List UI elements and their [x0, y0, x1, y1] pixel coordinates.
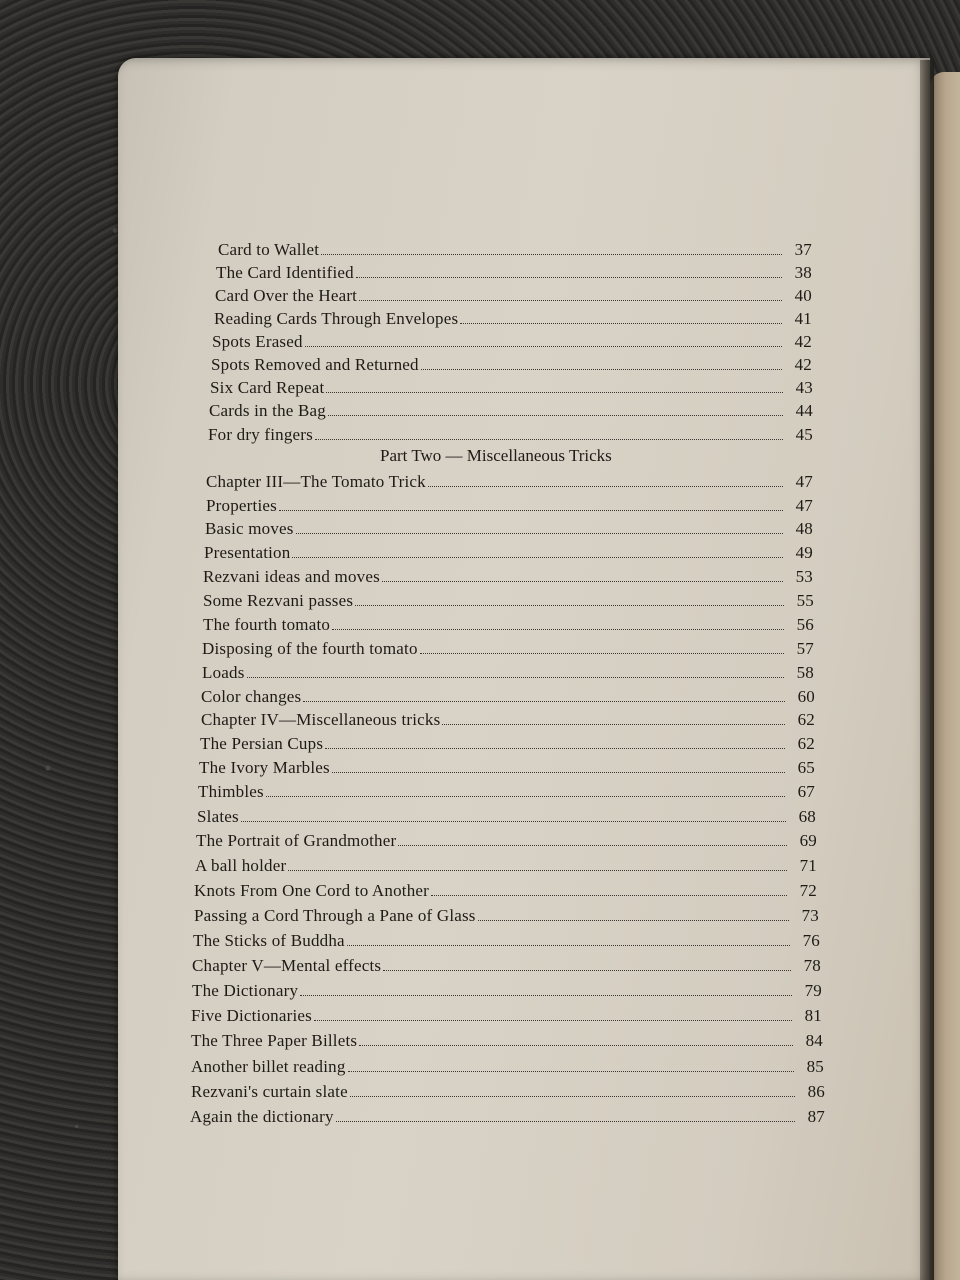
dot-leader: [383, 970, 791, 971]
toc-entry-page-number: 68: [798, 807, 816, 826]
toc-entry-title: Loads: [202, 663, 245, 682]
toc-entry: [194, 902, 819, 926]
toc-entry: [210, 374, 813, 398]
toc-entry-title: Five Dictionaries: [191, 1006, 312, 1025]
dot-leader: [359, 300, 782, 301]
toc-entry: [192, 952, 821, 976]
toc-entry-page-number: 87: [807, 1107, 825, 1126]
dot-leader: [279, 510, 783, 511]
toc-entry: [194, 877, 817, 901]
dot-leader: [314, 1020, 792, 1021]
toc-entry-title: Six Card Repeat: [210, 378, 325, 397]
toc-entry-page-number: 78: [803, 956, 821, 975]
dot-leader: [428, 486, 783, 487]
dot-leader: [431, 895, 787, 896]
toc-entry-page-number: 76: [802, 931, 820, 950]
dot-leader: [266, 796, 785, 797]
dot-leader: [420, 653, 784, 654]
dot-leader: [359, 1045, 793, 1046]
toc-entry-title: Knots From One Cord to Another: [194, 881, 430, 900]
dot-leader: [300, 995, 792, 996]
toc-entry-title: The Dictionary: [192, 981, 299, 1000]
dot-leader: [442, 724, 785, 725]
toc-entry-title: Thimbles: [198, 782, 264, 801]
toc-entry: [191, 1002, 822, 1026]
dot-leader: [421, 369, 782, 370]
dot-leader: [332, 772, 785, 773]
dot-leader: [478, 920, 789, 921]
toc-entry-page-number: 41: [794, 309, 812, 328]
dot-leader: [348, 1071, 794, 1072]
toc-entry: [197, 803, 816, 827]
toc-entry: [204, 539, 813, 563]
toc-entry: [201, 706, 815, 730]
toc-entry-page-number: 40: [794, 286, 812, 305]
dot-leader: [398, 845, 787, 846]
toc-entry: [198, 778, 815, 802]
dot-leader: [247, 677, 784, 678]
toc-entry-title: Chapter IV—Miscellaneous tricks: [201, 710, 441, 729]
toc-entry-page-number: 45: [795, 425, 813, 444]
toc-entry-page-number: 72: [799, 881, 817, 900]
dot-leader: [336, 1121, 795, 1122]
toc-entry: [202, 659, 814, 683]
toc-entry: [209, 397, 813, 421]
toc-entry: [201, 683, 815, 707]
toc-entry-page-number: 56: [796, 615, 814, 634]
toc-entry-page-number: 84: [805, 1031, 823, 1050]
toc-entry-title: Basic moves: [205, 519, 294, 538]
toc-entry-page-number: 42: [794, 355, 812, 374]
toc-entry-page-number: 47: [795, 472, 813, 491]
toc-entry-title: Again the dictionary: [190, 1107, 334, 1126]
toc-entry: [191, 1078, 825, 1102]
toc-entry: [200, 730, 815, 754]
toc-entry-title: Another billet reading: [191, 1057, 346, 1076]
toc-entry-page-number: 69: [799, 831, 817, 850]
toc-entry-title: Chapter III—The Tomato Trick: [206, 472, 426, 491]
dot-leader: [241, 821, 786, 822]
toc-entry-title: For dry fingers: [208, 425, 313, 444]
toc-entry-title: Some Rezvani passes: [203, 591, 354, 610]
toc-entry-page-number: 42: [794, 332, 812, 351]
toc-entry-page-number: 47: [795, 496, 813, 515]
toc-entry: [214, 305, 812, 329]
toc-entry-page-number: 65: [797, 758, 815, 777]
dot-leader: [332, 629, 784, 630]
toc-entry-page-number: 86: [807, 1082, 825, 1101]
dot-leader: [303, 701, 785, 702]
toc-entry: [215, 282, 812, 306]
toc-entry: [192, 977, 822, 1001]
toc-entry-page-number: 48: [795, 519, 813, 538]
toc-entry-page-number: 62: [797, 710, 815, 729]
toc-entry-title: The Sticks of Buddha: [193, 931, 345, 950]
toc-entry: [206, 492, 813, 516]
toc-entry: [203, 563, 813, 587]
toc-entry-page-number: 44: [795, 401, 813, 420]
toc-entry-page-number: 60: [797, 687, 815, 706]
toc-entry: [206, 468, 813, 492]
toc-entry-title: Slates: [197, 807, 239, 826]
toc-entry-page-number: 49: [795, 543, 813, 562]
toc-entry: [190, 1103, 825, 1127]
toc-entry: [199, 754, 815, 778]
toc-entry-title: Card Over the Heart: [215, 286, 358, 305]
toc-entry: [212, 328, 812, 352]
dot-leader: [328, 415, 783, 416]
toc-entry: [195, 852, 817, 876]
toc-entry-page-number: 67: [797, 782, 815, 801]
toc-entry-page-number: 58: [796, 663, 814, 682]
toc-entry-page-number: 81: [804, 1006, 822, 1025]
dot-leader: [296, 533, 783, 534]
dot-leader: [288, 870, 787, 871]
toc-entry-title: A ball holder: [195, 856, 287, 875]
toc-entry-page-number: 79: [804, 981, 822, 1000]
toc-entry-page-number: 53: [795, 567, 813, 586]
toc-entry-page-number: 38: [794, 263, 812, 282]
toc-entry: [203, 587, 814, 611]
dot-leader: [355, 605, 784, 606]
toc-entry: [196, 827, 817, 851]
dot-leader: [292, 557, 783, 558]
toc-entry-title: Spots Removed and Returned: [211, 355, 419, 374]
toc-entry-page-number: 62: [797, 734, 815, 753]
toc-entry-title: Chapter V—Mental effects: [192, 956, 382, 975]
toc-entry-title: The Portrait of Grandmother: [196, 831, 397, 850]
toc-entry: [191, 1053, 824, 1077]
toc-entry-page-number: 71: [799, 856, 817, 875]
dot-leader: [325, 748, 785, 749]
toc-entry: [202, 635, 814, 659]
toc-entry-title: The Card Identified: [216, 263, 354, 282]
dot-leader: [382, 581, 783, 582]
dot-leader: [460, 323, 782, 324]
toc-entry: [203, 611, 814, 635]
dot-leader: [350, 1096, 795, 1097]
toc-entry-title: The fourth tomato: [203, 615, 331, 634]
toc-entry-title: The Three Paper Billets: [191, 1031, 358, 1050]
toc-entry-title: Card to Wallet: [218, 240, 320, 259]
dot-leader: [347, 945, 790, 946]
toc-entry-title: The Persian Cups: [200, 734, 324, 753]
toc-entry: [216, 259, 812, 283]
dot-leader: [315, 439, 783, 440]
toc-entry-page-number: 43: [795, 378, 813, 397]
toc-entry: [193, 927, 820, 951]
toc-entry-title: Presentation: [204, 543, 291, 562]
toc-entry: [205, 515, 813, 539]
toc-entry-title: The Ivory Marbles: [199, 758, 330, 777]
toc-entry-title: Properties: [206, 496, 277, 515]
toc-entry-title: Color changes: [201, 687, 302, 706]
toc-entry-title: Spots Erased: [212, 332, 303, 351]
dot-leader: [326, 392, 783, 393]
dot-leader: [305, 346, 782, 347]
toc-entry-page-number: 85: [806, 1057, 824, 1076]
toc-entry-title: Passing a Cord Through a Pane of Glass: [194, 906, 476, 925]
dot-leader: [321, 254, 782, 255]
section-heading: Part Two — Miscellaneous Tricks: [380, 446, 612, 465]
toc-entry-title: Reading Cards Through Envelopes: [214, 309, 459, 328]
toc-entry-page-number: 37: [794, 240, 812, 259]
toc-entry-title: Rezvani ideas and moves: [203, 567, 380, 586]
toc-entry-title: Rezvani's curtain slate: [191, 1082, 348, 1101]
dot-leader: [356, 277, 782, 278]
toc-entry: [191, 1027, 823, 1051]
toc-entry-title: Disposing of the fourth tomato: [202, 639, 418, 658]
toc-entry: [208, 421, 813, 445]
toc-entry: [218, 236, 812, 260]
toc-entry-title: Cards in the Bag: [209, 401, 326, 420]
toc-entry-page-number: 57: [796, 639, 814, 658]
toc-entry: [211, 351, 812, 375]
toc-entry-page-number: 73: [801, 906, 819, 925]
toc-entry-page-number: 55: [796, 591, 814, 610]
